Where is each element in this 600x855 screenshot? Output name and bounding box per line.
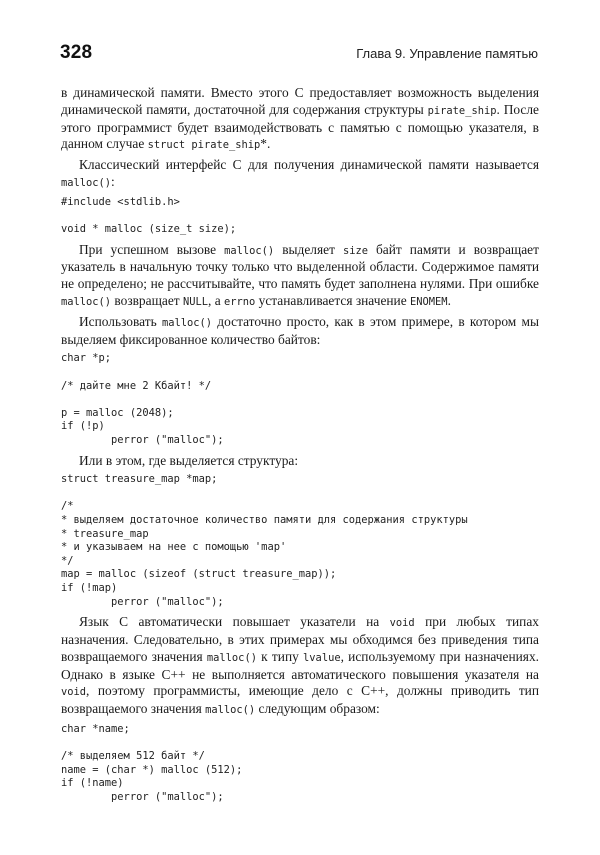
paragraph-malloc-interface bbox=[61, 157, 539, 192]
text-span: *. bbox=[260, 136, 271, 152]
paragraph-struct-alloc bbox=[61, 453, 539, 470]
inline-code: errno bbox=[224, 295, 256, 308]
text-span: в динамической памяти. Вместо этого С предоставляет возможность выделения динамической памяти, достаточной для содержания структуры bbox=[61, 85, 539, 117]
inline-code: malloc() bbox=[61, 176, 112, 189]
inline-code: malloc() bbox=[224, 244, 275, 257]
text-span: достаточно просто, как в этом примере, в котором мы выделяем фиксированное количество байтов: bbox=[61, 313, 539, 347]
text-span: , используемому при назначениях. Однако в языке C++ не выполняется автоматического повышения указателя на bbox=[61, 648, 539, 682]
text-span: , а bbox=[208, 292, 225, 308]
text-span: Или в этом, где выделяется структура: bbox=[79, 452, 299, 468]
text-span: При успешном вызове bbox=[79, 241, 225, 257]
inline-code: ENOMEM bbox=[410, 295, 448, 308]
inline-code: lvalue bbox=[303, 651, 341, 664]
inline-code: malloc() bbox=[205, 704, 256, 717]
text-span: возвращает bbox=[111, 292, 183, 308]
text-span: : bbox=[111, 173, 115, 189]
inline-code: void bbox=[61, 686, 87, 699]
page-body bbox=[61, 85, 539, 810]
paragraph-malloc-usage bbox=[61, 314, 539, 349]
inline-code: void bbox=[389, 617, 415, 630]
inline-code: malloc() bbox=[161, 316, 213, 329]
text-span: , поэтому программисты, имеющие дело с C++, должны приводить тип возвращаемого значения bbox=[61, 683, 539, 717]
text-span: устанавливается значение bbox=[255, 292, 411, 308]
text-span: . После этого программист будет взаимодействовать с памятью с помощью указателя, в данном случае bbox=[61, 101, 539, 152]
inline-code: malloc() bbox=[206, 651, 257, 664]
text-span: . bbox=[447, 292, 451, 308]
inline-code: malloc() bbox=[61, 295, 112, 308]
text-span: выделяет bbox=[274, 241, 343, 257]
inline-code: struct pirate_ship bbox=[147, 139, 261, 152]
inline-code: pirate_ship bbox=[427, 104, 497, 117]
text-span: байт памяти и возвращает указатель в начальную точку только что выделенной области. Содержимое памяти не определено; не рассчитывайте, что память будет заполнена нулями. При ошибке bbox=[61, 241, 539, 292]
text-span: Использовать bbox=[79, 313, 162, 329]
code-block-struct-alloc: struct treasure_map *map; /* * выделяем достаточное количество памяти для содержания структуры * treasure_map * и указываем на нее с помощью 'map' */ map = malloc (sizeof (struct treasure_map)); if (!map) perror ("malloc"); bbox=[61, 473, 468, 608]
chapter-title: Глава 9. Управление памятью bbox=[356, 46, 538, 61]
inline-code: size bbox=[342, 244, 368, 257]
text-span: следующим образом: bbox=[255, 701, 380, 717]
code-block-prototype: #include <stdlib.h> void * malloc (size_t size); bbox=[61, 195, 237, 235]
page-number: 328 bbox=[60, 42, 93, 63]
paragraph-intro bbox=[61, 85, 539, 154]
text-span: Язык С автоматически повышает указатели на bbox=[79, 614, 390, 630]
text-span: Классический интерфейс С для получения динамической памяти называется bbox=[79, 157, 539, 173]
code-block-cpp-cast: char *name; /* выделяем 512 байт */ name = (char *) malloc (512); if (!name) perror ("malloc"); bbox=[61, 723, 243, 803]
text-span: при любых типах назначения. Следовательно, в этих примерах мы обходимся без приведения типа возвращаемого значения bbox=[61, 614, 539, 664]
paragraph-void-promotion bbox=[61, 614, 539, 719]
text-span: к типу bbox=[256, 648, 304, 664]
code-block-fixed-alloc: char *p; /* дайте мне 2 Кбайт! */ p = malloc (2048); if (!p) perror ("malloc"); bbox=[61, 352, 224, 446]
inline-code: NULL bbox=[182, 295, 209, 308]
paragraph-malloc-success bbox=[61, 242, 539, 311]
